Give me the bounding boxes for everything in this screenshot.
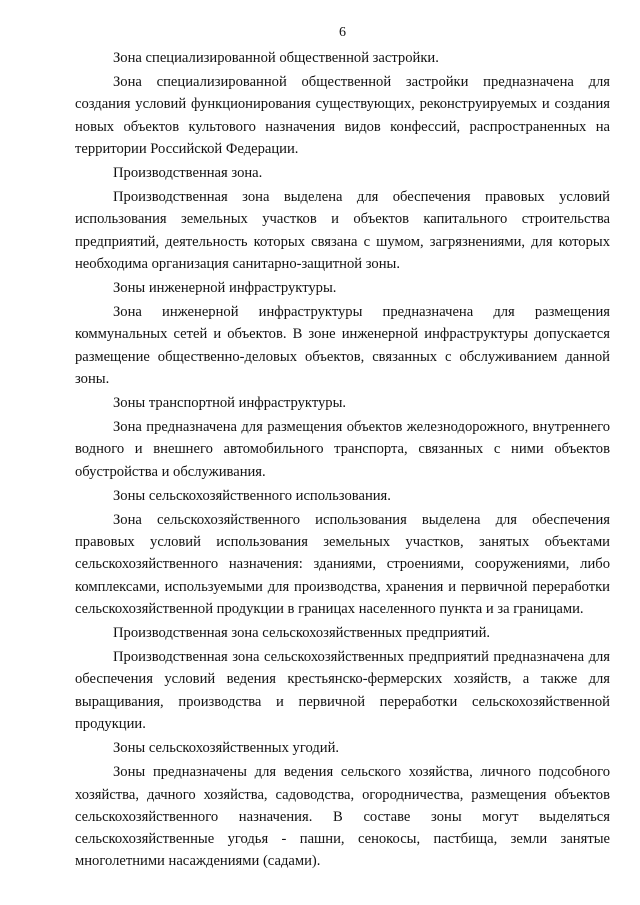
section-heading-production-zone: Производственная зона.	[113, 165, 263, 182]
section-heading-engineering-zone: Зоны инженерной инфраструктуры.	[113, 280, 337, 297]
section-heading-specialized-public-zone: Зона специализированной общественной застройки.	[113, 50, 439, 66]
section-heading-agricultural-enterprises-zone: Производственная зона сельскохозяйственных предприятий.	[113, 625, 491, 642]
section-heading-agricultural-use-zone: Зоны сельскохозяйственного использования.	[113, 487, 391, 504]
section-text-agricultural-enterprises-zone: Производственная зона сельскохозяйственных предприятий предназначена для обеспечения условий ведения крестьянско-фермерских хозяйств, а также для выращивания, производства и первичной переработки сельскохозяйственной продукции.	[75, 649, 610, 732]
section-text-agricultural-use-zone: Зона сельскохозяйственного использования выделена для обеспечения правовых условий использования земельных участков, занятых объектами сельскохозяйственного назначения: зданиями, строениями, сооружениями, либо комплексами, используемыми для производства, хранения и первичной переработки сельскохозяйственной продукции в границах населенного пункта и за границами.	[75, 512, 610, 617]
section-text-agricultural-land-zone: Зоны предназначены для ведения сельского хозяйства, личного подсобного хозяйства, дачного хозяйства, садоводства, огородничества, размещения объектов сельскохозяйственного назначения. В составе зоны могут выделяться сельскохозяйственные угодья - пашни, сенокосы, пастбища, земли занятые многолетними насаждениями (садами).	[75, 764, 610, 870]
section-heading-agricultural-land-zone: Зоны сельскохозяйственных угодий.	[113, 740, 340, 757]
section-text-specialized-public-zone: Зона специализированной общественной застройки предназначена для создания условий функционирования существующих, реконструируемых и создания новых объектов культового назначения видов конфессий, распространенных на территории Российской Федерации.	[75, 74, 610, 157]
section-text-transport-zone: Зона предназначена для размещения объектов железнодорожного, внутреннего водного и внешнего автомобильного транспорта, связанных с ними объектов обустройства и обслуживания.	[75, 419, 610, 480]
section-heading-transport-zone: Зоны транспортной инфраструктуры.	[113, 395, 347, 412]
section-text-production-zone: Производственная зона выделена для обеспечения правовых условий использования земельных участков и объектов капитального строительства предприятий, деятельность которых связана с шумом, загрязнениями, для которых необходима организация санитарно-защитной зоны.	[75, 189, 610, 272]
document-page	[75, 24, 610, 874]
section-text-engineering-zone: Зона инженерной инфраструктуры предназначена для размещения коммунальных сетей и объектов. В зоне инженерной инфраструктуры допускается размещение общественно-деловых объектов, связанных с обслуживанием данной зоны.	[75, 304, 610, 387]
page-number: 6	[339, 25, 346, 40]
